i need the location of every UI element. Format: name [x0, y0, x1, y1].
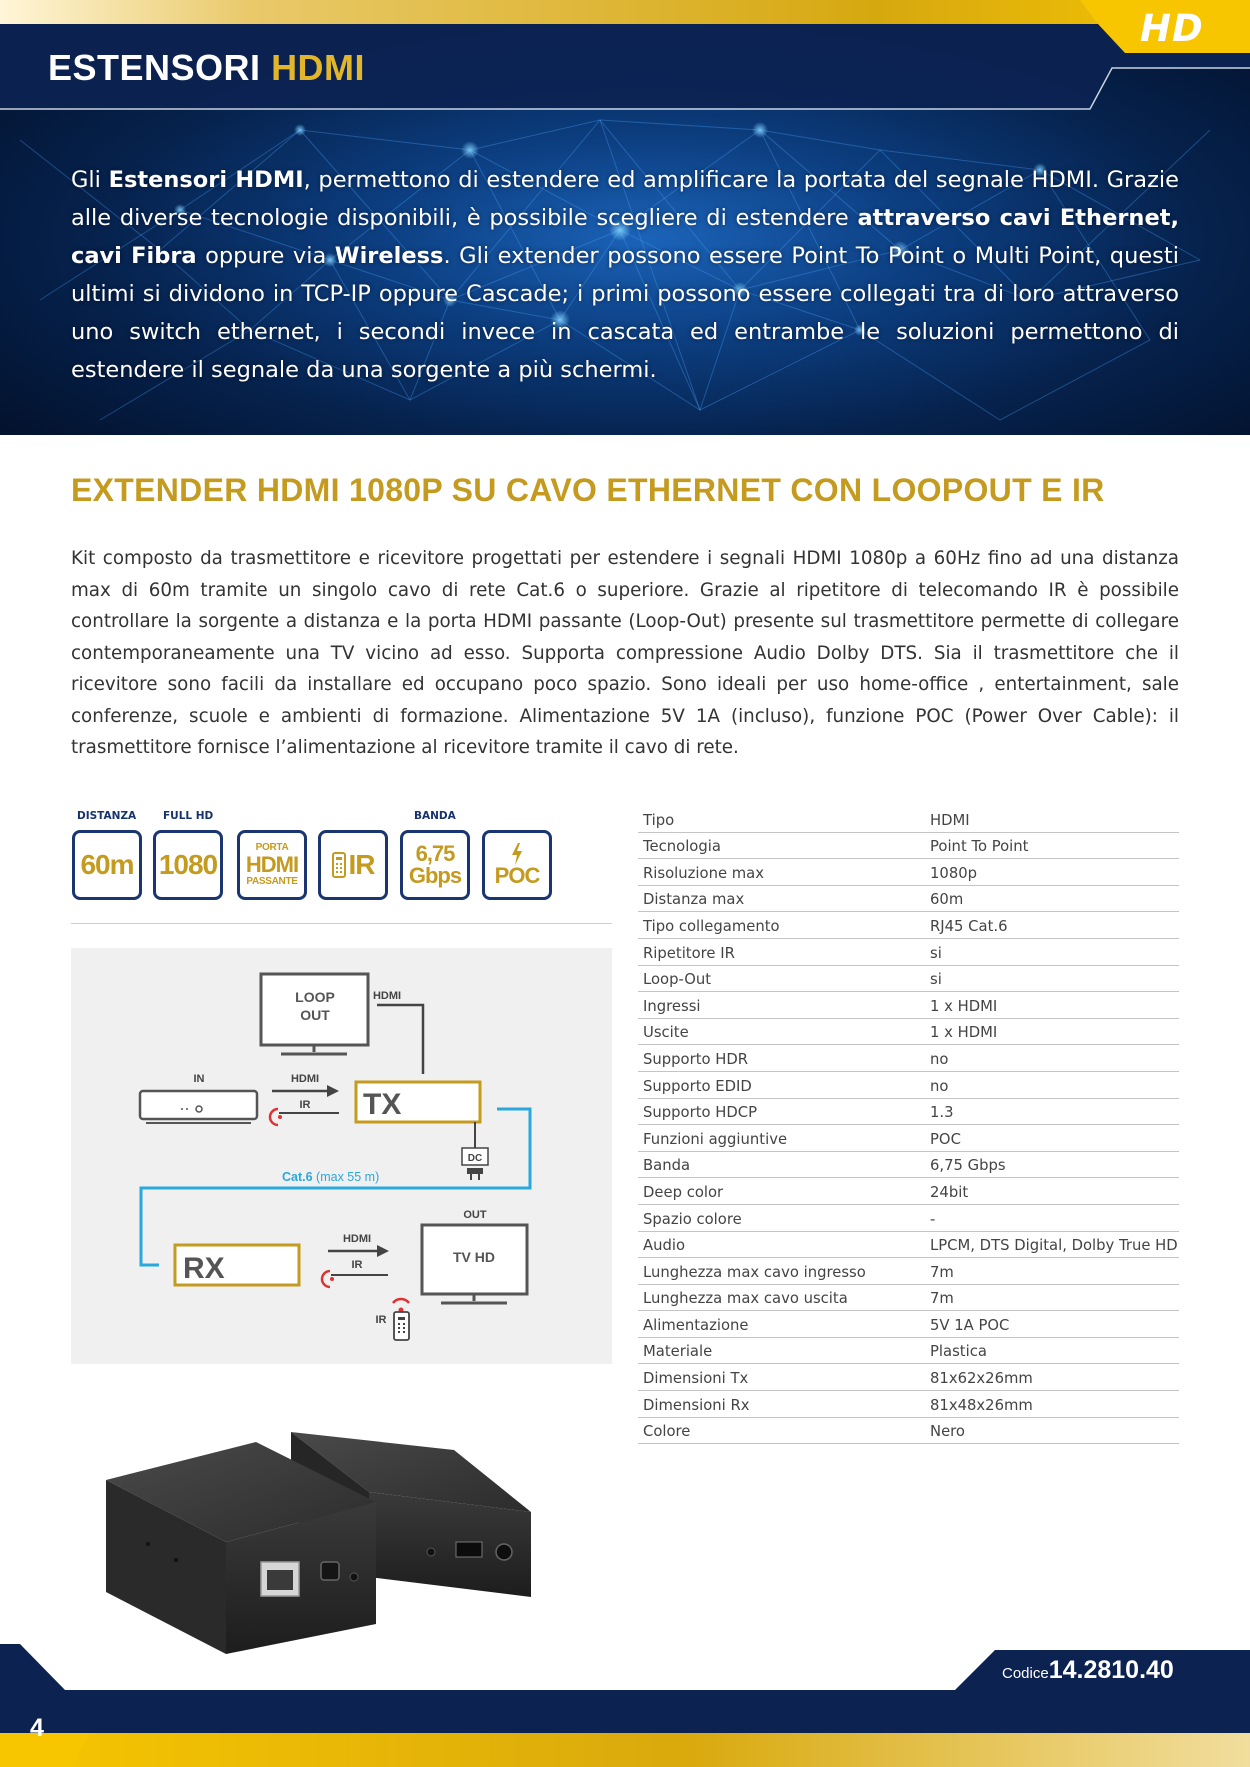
spec-key: Risoluzione max	[643, 864, 764, 882]
spec-key: Ripetitore IR	[643, 944, 735, 962]
rx-label: RX	[183, 1252, 225, 1285]
spec-value: 7m	[930, 1263, 954, 1281]
spec-key: Supporto HDCP	[643, 1104, 758, 1122]
page-number: 4	[30, 1714, 44, 1742]
spec-value: RJ45 Cat.6	[930, 917, 1008, 935]
spec-row	[638, 859, 1179, 886]
header-banner	[0, 0, 1250, 435]
spec-row	[638, 1099, 1179, 1126]
fullhd-feature-icon: 1080	[153, 830, 223, 900]
spec-value: Plastica	[930, 1343, 987, 1361]
ir-out-label: IR	[351, 1259, 363, 1271]
product-code: Codice14.2810.40	[1002, 1656, 1174, 1684]
spec-value: 6,75 Gbps	[930, 1157, 1006, 1175]
ir-signal-icon	[393, 1299, 409, 1313]
spec-row	[638, 1364, 1179, 1391]
spec-row	[638, 1311, 1179, 1338]
hdmi-passthrough-feature-icon: PORTA HDMI PASSANTE	[237, 830, 307, 900]
in-label: IN	[193, 1073, 205, 1085]
connection-diagram	[71, 948, 612, 1364]
spec-row	[638, 1152, 1179, 1179]
spec-row	[638, 939, 1179, 966]
remote-control-icon	[332, 852, 346, 878]
spec-key: Distanza max	[643, 891, 745, 909]
section-title: ESTENSORI HDMI	[48, 47, 366, 88]
spec-key: Audio	[643, 1237, 686, 1255]
spec-key: Supporto HDR	[643, 1050, 749, 1068]
spec-row	[638, 1258, 1179, 1285]
hdmi-in-label: HDMI	[290, 1073, 320, 1085]
spec-value: POC	[930, 1130, 961, 1148]
spec-key: Colore	[643, 1423, 691, 1441]
distance-feature-icon: 60m	[72, 830, 142, 900]
spec-value: 81x62x26mm	[930, 1370, 1033, 1388]
spec-row	[638, 1205, 1179, 1232]
spec-value: LPCM, DTS Digital, Dolby True HD	[930, 1237, 1178, 1255]
ir-feature-icon: IR	[318, 830, 388, 900]
product-title: EXTENDER HDMI 1080P SU CAVO ETHERNET CON LOOPOUT E IR	[71, 472, 1105, 508]
ir-remote-label: IR	[375, 1314, 387, 1326]
spec-value: HDMI	[930, 811, 970, 829]
spec-row	[638, 966, 1179, 993]
spec-value: Nero	[930, 1423, 965, 1441]
spec-row	[638, 806, 1179, 833]
spec-value: 60m	[930, 891, 964, 909]
spec-row	[638, 886, 1179, 913]
spec-key: Dimensioni Rx	[643, 1396, 750, 1414]
spec-key: Supporto EDID	[643, 1077, 752, 1095]
fullhd-label: FULL HD	[163, 810, 214, 822]
poc-feature-icon: POC	[482, 830, 552, 900]
spec-key: Uscite	[643, 1024, 689, 1042]
spec-row	[638, 1391, 1179, 1418]
dc-label: DC	[467, 1153, 483, 1164]
spec-row	[638, 1418, 1179, 1445]
spec-key: Banda	[643, 1157, 691, 1175]
loop-out-text-1: LOOP	[295, 989, 335, 1005]
spec-row	[638, 1045, 1179, 1072]
intro-paragraph: Gli Estensori HDMI, permettono di estendere ed amplificare la portata del segnale HDMI. Grazie alle diverse tecnologie disponibili, è possibile scegliere di estendere attraverso cavi Ethernet, cavi Fibra oppure via Wireless. Gli extender possono essere Point To Point o Multi Point, questi ultimi si dividono in TCP-IP oppure Cascade; i primi possono essere collegati tra di loro attraverso uno switch ethernet, i secondi invece in cascata ed entrambe le soluzioni permettono di estendere il segnale da una sorgente a più schermi.	[71, 167, 1180, 383]
spec-key: Tecnologia	[643, 838, 721, 856]
spec-key: Materiale	[643, 1343, 713, 1361]
tv-hd-label: TV HD	[453, 1249, 495, 1265]
spec-value: -	[930, 1210, 936, 1228]
spec-row	[638, 833, 1179, 860]
spec-row	[638, 912, 1179, 939]
out-label: OUT	[463, 1209, 487, 1221]
spec-value: 81x48x26mm	[930, 1396, 1033, 1414]
spec-value: no	[930, 1050, 949, 1068]
spec-row	[638, 1178, 1179, 1205]
loop-out-text-2: OUT	[300, 1007, 330, 1023]
spec-value: no	[930, 1077, 949, 1095]
product-photo	[86, 1392, 566, 1654]
spec-key: Loop-Out	[643, 971, 712, 989]
distanza-label: DISTANZA	[77, 810, 137, 822]
bandwidth-feature-icon: 6,75 Gbps	[400, 830, 470, 900]
spec-key: Tipo	[643, 811, 675, 829]
spec-key: Ingressi	[643, 997, 701, 1015]
spec-table	[638, 806, 1179, 1444]
spec-key: Deep color	[643, 1183, 724, 1201]
ir-in-label: IR	[299, 1099, 311, 1111]
spec-value: 24bit	[930, 1183, 969, 1201]
spec-value: 5V 1A POC	[930, 1316, 1010, 1334]
spec-row	[638, 1338, 1179, 1365]
remote-control-icon	[394, 1312, 409, 1340]
power-plug-icon	[467, 1168, 483, 1180]
hdmi-out-label: HDMI	[342, 1233, 372, 1245]
spec-row	[638, 992, 1179, 1019]
loopout-cable	[377, 1005, 423, 1074]
spec-row	[638, 1232, 1179, 1259]
ir-emitter-icon	[322, 1271, 334, 1287]
cat6-label: Cat.6 (max 55 m)	[282, 1170, 380, 1184]
spec-value: 1080p	[930, 864, 978, 882]
spec-key: Alimentazione	[643, 1316, 749, 1334]
spec-key: Lunghezza max cavo uscita	[643, 1290, 848, 1308]
tx-label: TX	[363, 1088, 402, 1121]
spec-key: Funzioni aggiuntive	[643, 1130, 788, 1148]
banda-label: BANDA	[414, 810, 456, 822]
ir-receiver-icon	[270, 1109, 282, 1125]
hdmi-loop-label: HDMI	[372, 990, 402, 1002]
product-description: Kit composto da trasmettitore e ricevitore progettati per estendere i segnali HDMI 1080p a 60Hz fino ad una distanza max di 60m tramite un singolo cavo di rete Cat.6 o superiore. Grazie al ripetitore di telecomando IR è possibile controllare la sorgente a distanza e la porta HDMI passante (Loop-Out) presente sul trasmettitore permette di collegare contemporaneamente una TV vicino ad esso. Supporta compressione Audio Dolby DTS. Sia il trasmettitore che il ricevitore sono facili da installare ed occupano poco spazio. Sono ideali per uso home-office , entertainment, sale conferenze, scuole e ambienti di formazione. Alimentazione 5V 1A (incluso), funzione POC (Power Over Cable): il trasmettitore fornisce l’alimentazione al ricevitore tramite il cavo di rete.	[71, 548, 1179, 758]
source-device-icon	[140, 1091, 257, 1123]
spec-value: 1 x HDMI	[930, 997, 998, 1015]
spec-value: si	[930, 971, 942, 989]
spec-value: Point To Point	[930, 838, 1029, 856]
spec-row	[638, 1072, 1179, 1099]
lightning-icon	[511, 843, 523, 865]
spec-key: Tipo collegamento	[643, 917, 780, 935]
spec-row	[638, 1019, 1179, 1046]
icons-divider	[71, 923, 612, 924]
spec-value: si	[930, 944, 942, 962]
spec-key: Lunghezza max cavo ingresso	[643, 1263, 866, 1281]
spec-value: 7m	[930, 1290, 954, 1308]
spec-row	[638, 1285, 1179, 1312]
spec-row	[638, 1125, 1179, 1152]
spec-key: Spazio colore	[643, 1210, 742, 1228]
spec-value: 1 x HDMI	[930, 1024, 998, 1042]
spec-value: 1.3	[930, 1104, 954, 1122]
hd-logo: HD	[1140, 7, 1204, 50]
spec-key: Dimensioni Tx	[643, 1370, 749, 1388]
